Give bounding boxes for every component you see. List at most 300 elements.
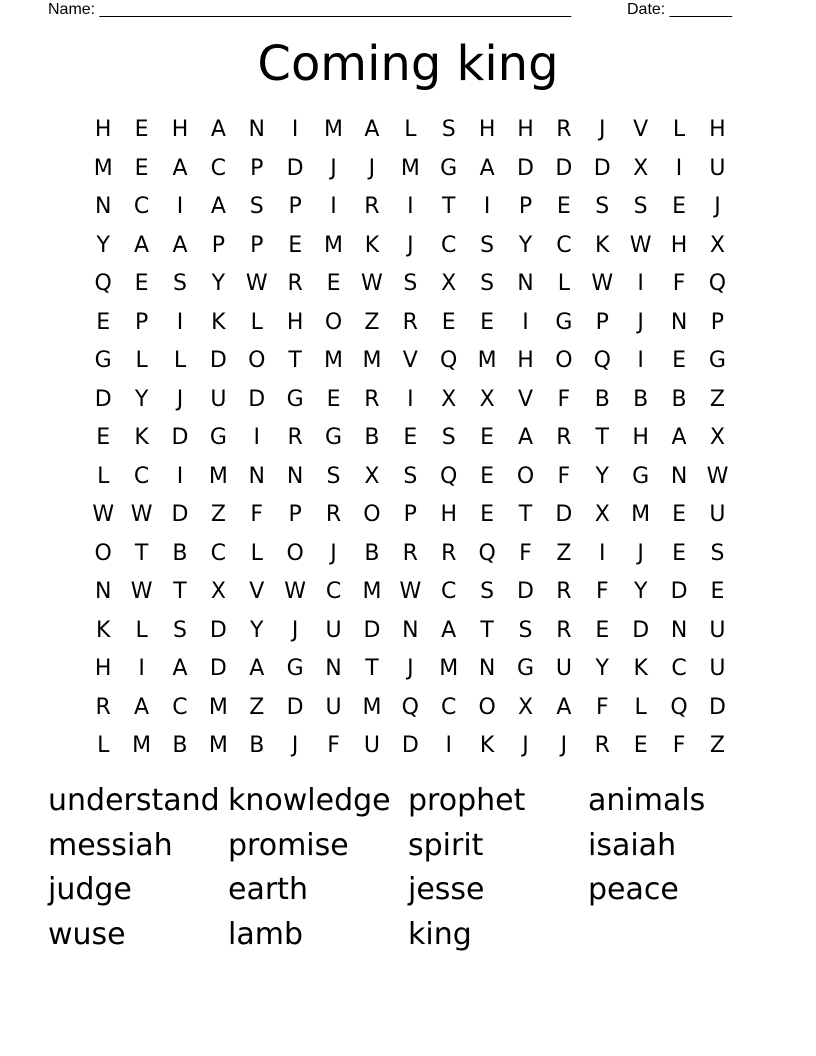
grid-letter: M	[631, 502, 651, 527]
word-bank-item: peace	[588, 872, 679, 907]
grid-letter: W	[130, 502, 153, 527]
grid-letter: J	[637, 309, 644, 335]
grid-letter: I	[637, 271, 644, 296]
grid-letter: J	[560, 733, 568, 758]
grid-letter: J	[330, 155, 337, 181]
grid-letter: E	[441, 309, 456, 335]
grid-letter: C	[671, 656, 687, 681]
grid-letter: S	[595, 194, 610, 219]
grid-letter: D	[209, 656, 227, 681]
grid-letter: E	[288, 232, 303, 258]
word-bank-item: prophet	[408, 783, 526, 818]
grid-letter: Z	[556, 540, 572, 566]
grid-letter: R	[402, 540, 418, 566]
grid-letter: N	[248, 117, 265, 142]
grid-letter: X	[479, 386, 495, 412]
word-bank-item: wuse	[48, 916, 126, 952]
grid-letter: D	[248, 386, 266, 412]
grid-letter: O	[286, 540, 304, 566]
grid-letter: S	[403, 271, 418, 296]
grid-letter: P	[250, 232, 264, 258]
grid-letter: K	[364, 232, 380, 258]
grid-letter: O	[478, 694, 496, 720]
grid-letter: E	[326, 271, 341, 296]
grid-letter: D	[517, 155, 534, 181]
grid-letter: R	[441, 540, 457, 566]
grid-letter: E	[633, 733, 648, 758]
word-bank-item: animals	[588, 783, 706, 818]
grid-letter: F	[557, 463, 571, 489]
grid-letter: T	[365, 656, 379, 681]
grid-letter: I	[176, 309, 184, 335]
grid-letter: D	[593, 155, 611, 181]
grid-letter: P	[250, 155, 264, 181]
grid-letter: J	[330, 540, 337, 566]
grid-letter: Q	[94, 271, 112, 296]
grid-letter: D	[286, 155, 304, 181]
word-bank-item: messiah	[48, 827, 173, 863]
grid-letter: P	[288, 502, 302, 527]
grid-letter: U	[709, 155, 726, 181]
grid-letter: I	[253, 425, 260, 450]
grid-letter: H	[94, 117, 112, 142]
grid-letter: O	[324, 309, 343, 335]
grid-letter: E	[96, 309, 111, 335]
grid-letter: E	[556, 194, 571, 219]
grid-letter: D	[209, 348, 227, 373]
grid-letter: C	[441, 694, 457, 720]
grid-letter: Z	[364, 309, 380, 335]
grid-letter: R	[556, 617, 572, 643]
grid-letter: H	[478, 117, 496, 142]
grid-letter: B	[671, 386, 687, 412]
grid-letter: U	[709, 617, 726, 643]
grid-letter: W	[130, 579, 153, 604]
grid-letter: A	[172, 155, 188, 181]
grid-letter: U	[709, 656, 726, 681]
grid-letter: R	[95, 694, 111, 720]
grid-letter: L	[97, 463, 110, 489]
grid-letter: L	[250, 309, 263, 335]
grid-letter: D	[94, 386, 112, 412]
grid-letter: Q	[440, 463, 458, 489]
grid-letter: I	[138, 656, 145, 681]
grid-letter: R	[556, 579, 572, 604]
grid-letter: B	[594, 386, 610, 412]
grid-letter: F	[557, 386, 571, 412]
grid-letter: L	[557, 271, 571, 296]
grid-letter: U	[325, 694, 342, 720]
grid-letter: Y	[595, 656, 609, 681]
grid-letter: P	[595, 309, 609, 335]
grid-letter: J	[407, 232, 414, 258]
grid-letter: E	[403, 425, 418, 450]
grid-letter: N	[670, 309, 688, 335]
grid-letter: R	[287, 271, 303, 296]
grid-letter: W	[706, 463, 729, 489]
grid-letter: I	[407, 194, 414, 219]
grid-letter: N	[517, 271, 534, 296]
grid-letter: F	[327, 733, 340, 758]
grid-letter: E	[672, 348, 686, 373]
grid-letter: G	[516, 656, 535, 681]
grid-letter: A	[172, 656, 188, 681]
grid-letter: M	[362, 694, 382, 720]
grid-letter: N	[248, 463, 265, 489]
grid-letter: F	[519, 540, 532, 566]
grid-letter: S	[480, 232, 495, 258]
grid-letter: C	[210, 540, 227, 566]
grid-letter: T	[134, 540, 149, 566]
grid-letter: W	[399, 579, 422, 604]
name-line: Name: _____________________________________________________	[48, 1, 572, 18]
grid-letter: A	[441, 617, 457, 643]
grid-letter: V	[633, 117, 649, 142]
grid-letter: Y	[134, 386, 149, 412]
word-bank-item: lamb	[228, 916, 303, 952]
grid-letter: W	[591, 271, 614, 296]
letter-grid	[84, 111, 737, 766]
grid-letter: M	[439, 656, 459, 681]
grid-letter: J	[291, 617, 299, 643]
grid-letter: S	[710, 540, 725, 566]
grid-letter: G	[209, 425, 227, 450]
grid-letter: G	[94, 348, 112, 373]
grid-letter: D	[708, 694, 726, 720]
grid-letter: P	[518, 194, 533, 219]
word-bank	[48, 779, 768, 957]
grid-letter: Q	[478, 540, 496, 566]
puzzle-title: Coming king	[257, 36, 559, 92]
grid-letter: A	[172, 232, 188, 258]
grid-letter: I	[176, 194, 184, 219]
grid-letter: L	[135, 617, 148, 643]
grid-letter: E	[710, 579, 725, 604]
grid-letter: R	[594, 733, 610, 758]
grid-letter: G	[440, 155, 458, 181]
grid-letter: D	[171, 425, 189, 450]
grid-letter: W	[361, 271, 383, 296]
word-bank-item: king	[408, 916, 472, 952]
grid-letter: J	[176, 386, 184, 412]
grid-letter: G	[286, 386, 304, 412]
grid-letter: B	[364, 425, 380, 450]
grid-letter: O	[248, 348, 266, 373]
grid-letter: X	[364, 463, 380, 489]
grid-letter: E	[672, 194, 686, 219]
grid-letter: A	[210, 194, 226, 219]
grid-letter: S	[480, 579, 495, 604]
grid-letter: Y	[250, 617, 264, 643]
grid-letter: B	[172, 540, 188, 566]
grid-letter: N	[94, 579, 112, 604]
grid-letter: M	[93, 155, 113, 181]
grid-letter: B	[633, 386, 649, 412]
grid-letter: H	[94, 656, 112, 681]
grid-letter: T	[480, 617, 494, 643]
grid-letter: M	[324, 348, 344, 373]
grid-letter: E	[96, 425, 111, 450]
grid-letter: M	[208, 733, 228, 758]
grid-letter: Z	[210, 502, 226, 527]
grid-letter: A	[210, 117, 226, 142]
grid-letter: I	[483, 194, 491, 219]
grid-letter: E	[480, 309, 495, 335]
grid-letter: L	[97, 733, 110, 758]
grid-letter: M	[362, 579, 382, 604]
grid-letter: E	[672, 540, 686, 566]
grid-letter: F	[595, 579, 609, 604]
grid-letter: P	[403, 502, 417, 527]
grid-letter: G	[325, 425, 343, 450]
grid-letter: K	[134, 425, 149, 450]
grid-letter: V	[517, 386, 534, 412]
grid-letter: D	[171, 502, 189, 527]
grid-letter: O	[94, 540, 112, 566]
grid-letter: Y	[633, 579, 648, 604]
grid-letter: N	[325, 656, 342, 681]
grid-letter: S	[441, 425, 456, 450]
grid-letter: X	[441, 271, 457, 296]
grid-letter: X	[633, 155, 649, 181]
word-bank-item: isaiah	[588, 827, 677, 863]
grid-letter: M	[362, 348, 382, 373]
grid-letter: D	[363, 617, 381, 643]
grid-letter: M	[324, 117, 344, 142]
grid-letter: C	[325, 579, 342, 604]
grid-letter: A	[671, 425, 687, 450]
grid-letter: C	[556, 232, 572, 258]
grid-letter: I	[407, 386, 414, 412]
grid-letter: H	[517, 117, 534, 142]
word-bank-item: spirit	[408, 827, 484, 863]
grid-letter: H	[286, 309, 304, 335]
grid-letter: X	[709, 425, 725, 450]
grid-letter: L	[135, 348, 148, 373]
grid-letter: H	[517, 348, 534, 373]
grid-letter: X	[517, 694, 534, 720]
grid-letter: C	[210, 155, 227, 181]
grid-letter: X	[210, 579, 226, 604]
grid-letter: K	[633, 656, 648, 681]
grid-letter: C	[172, 694, 188, 720]
grid-letter: E	[672, 502, 686, 527]
grid-letter: S	[172, 271, 187, 296]
grid-letter: R	[402, 309, 418, 335]
grid-letter: N	[286, 463, 304, 489]
grid-letter: R	[287, 425, 303, 450]
grid-letter: N	[670, 617, 688, 643]
grid-letter: W	[629, 232, 652, 258]
grid-letter: O	[516, 463, 535, 489]
grid-letter: J	[291, 733, 299, 758]
grid-letter: E	[480, 502, 495, 527]
grid-letter: E	[595, 617, 610, 643]
grid-letter: R	[556, 117, 572, 142]
grid-letter: R	[325, 502, 342, 527]
grid-letter: I	[291, 117, 299, 142]
grid-letter: S	[480, 271, 495, 296]
grid-letter: A	[249, 656, 265, 681]
word-bank-item: judge	[48, 872, 132, 907]
grid-letter: H	[670, 232, 688, 258]
grid-letter: D	[401, 733, 419, 758]
grid-letter: P	[134, 309, 149, 335]
grid-letter: F	[250, 502, 264, 527]
grid-letter: A	[517, 425, 534, 450]
grid-letter: J	[522, 733, 529, 758]
grid-letter: M	[400, 155, 420, 181]
grid-letter: Z	[709, 733, 725, 758]
grid-letter: O	[555, 348, 573, 373]
grid-letter: C	[441, 232, 457, 258]
grid-letter: D	[209, 617, 227, 643]
grid-letter: U	[325, 617, 342, 643]
grid-letter: L	[404, 117, 417, 142]
grid-letter: X	[709, 232, 725, 258]
word-bank-item: earth	[228, 872, 308, 907]
grid-letter: P	[710, 309, 725, 335]
grid-letter: Q	[670, 694, 688, 720]
grid-letter: E	[480, 425, 495, 450]
grid-letter: F	[595, 694, 609, 720]
grid-letter: A	[364, 117, 380, 142]
grid-letter: H	[709, 117, 726, 142]
grid-letter: I	[445, 733, 452, 758]
grid-letter: N	[402, 617, 419, 643]
grid-letter: G	[708, 348, 726, 373]
grid-letter: S	[172, 617, 187, 643]
grid-letter: I	[176, 463, 184, 489]
grid-letter: M	[132, 733, 152, 758]
grid-letter: R	[556, 425, 572, 450]
grid-letter: U	[709, 502, 726, 527]
grid-letter: N	[478, 656, 496, 681]
grid-letter: A	[134, 232, 150, 258]
grid-letter: M	[324, 232, 344, 258]
grid-letter: L	[173, 348, 187, 373]
grid-letter: Q	[401, 694, 419, 720]
grid-letter: D	[555, 502, 573, 527]
grid-letter: K	[595, 232, 610, 258]
grid-letter: C	[133, 463, 150, 489]
grid-letter: J	[407, 656, 414, 681]
grid-letter: E	[326, 386, 341, 412]
grid-letter: R	[364, 386, 380, 412]
grid-letter: I	[637, 348, 644, 373]
grid-letter: D	[632, 617, 650, 643]
grid-letter: Y	[518, 232, 533, 258]
grid-letter: J	[714, 194, 721, 219]
grid-letter: Y	[595, 463, 609, 489]
grid-letter: E	[480, 463, 495, 489]
grid-letter: E	[134, 155, 149, 181]
grid-letter: T	[173, 579, 187, 604]
grid-letter: S	[249, 194, 264, 219]
grid-letter: W	[284, 579, 307, 604]
grid-letter: S	[633, 194, 648, 219]
grid-letter: D	[555, 155, 573, 181]
grid-letter: L	[250, 540, 263, 566]
grid-letter: G	[555, 309, 573, 335]
grid-letter: X	[594, 502, 610, 527]
grid-letter: Z	[249, 694, 265, 720]
grid-letter: V	[249, 579, 265, 604]
grid-letter: B	[364, 540, 380, 566]
grid-letter: E	[134, 271, 149, 296]
word-bank-item: promise	[228, 827, 349, 863]
grid-letter: I	[675, 155, 683, 181]
grid-letter: Q	[708, 271, 727, 296]
grid-letter: Z	[709, 386, 725, 412]
grid-letter: S	[441, 117, 456, 142]
grid-letter: M	[208, 694, 228, 720]
grid-letter: J	[599, 117, 606, 142]
grid-letter: K	[95, 617, 111, 643]
grid-letter: T	[518, 502, 533, 527]
grid-letter: Q	[440, 348, 458, 373]
grid-letter: U	[555, 656, 572, 681]
grid-letter: P	[288, 194, 302, 219]
grid-letter: T	[595, 425, 609, 450]
grid-letter: Y	[96, 232, 110, 258]
date-line: Date: _______	[627, 1, 732, 18]
word-bank-item: jesse	[408, 872, 485, 907]
grid-letter: G	[632, 463, 650, 489]
grid-letter: U	[363, 733, 380, 758]
grid-letter: F	[672, 733, 686, 758]
grid-letter: I	[599, 540, 606, 566]
grid-letter: L	[672, 117, 686, 142]
grid-letter: W	[245, 271, 268, 296]
grid-letter: J	[368, 155, 376, 181]
grid-letter: W	[92, 502, 115, 527]
grid-letter: A	[134, 694, 150, 720]
grid-letter: M	[477, 348, 497, 373]
grid-letter: D	[286, 694, 304, 720]
grid-letter: R	[364, 194, 380, 219]
grid-letter: K	[211, 309, 226, 335]
grid-letter: I	[522, 309, 529, 335]
grid-letter: D	[670, 579, 688, 604]
grid-letter: G	[286, 656, 304, 681]
grid-letter: S	[518, 617, 533, 643]
grid-letter: B	[172, 733, 188, 758]
grid-letter: C	[133, 194, 150, 219]
grid-letter: V	[402, 348, 418, 373]
grid-letter: Q	[593, 348, 611, 373]
grid-letter: C	[441, 579, 457, 604]
grid-letter: D	[517, 579, 534, 604]
grid-letter: H	[171, 117, 189, 142]
grid-letter: E	[134, 117, 149, 142]
word-bank-item: knowledge	[228, 783, 391, 818]
grid-letter: N	[94, 194, 112, 219]
grid-letter: L	[634, 694, 647, 720]
grid-letter: J	[637, 540, 644, 566]
grid-letter: Y	[211, 271, 226, 296]
grid-letter: T	[288, 348, 302, 373]
grid-letter: I	[330, 194, 337, 219]
grid-letter: P	[211, 232, 225, 258]
word-bank-item: understand	[48, 783, 220, 818]
grid-letter: F	[672, 271, 686, 296]
grid-letter: S	[326, 463, 341, 489]
grid-letter: O	[363, 502, 381, 527]
grid-letter: N	[670, 463, 688, 489]
grid-letter: K	[479, 733, 495, 758]
grid-letter: H	[632, 425, 649, 450]
